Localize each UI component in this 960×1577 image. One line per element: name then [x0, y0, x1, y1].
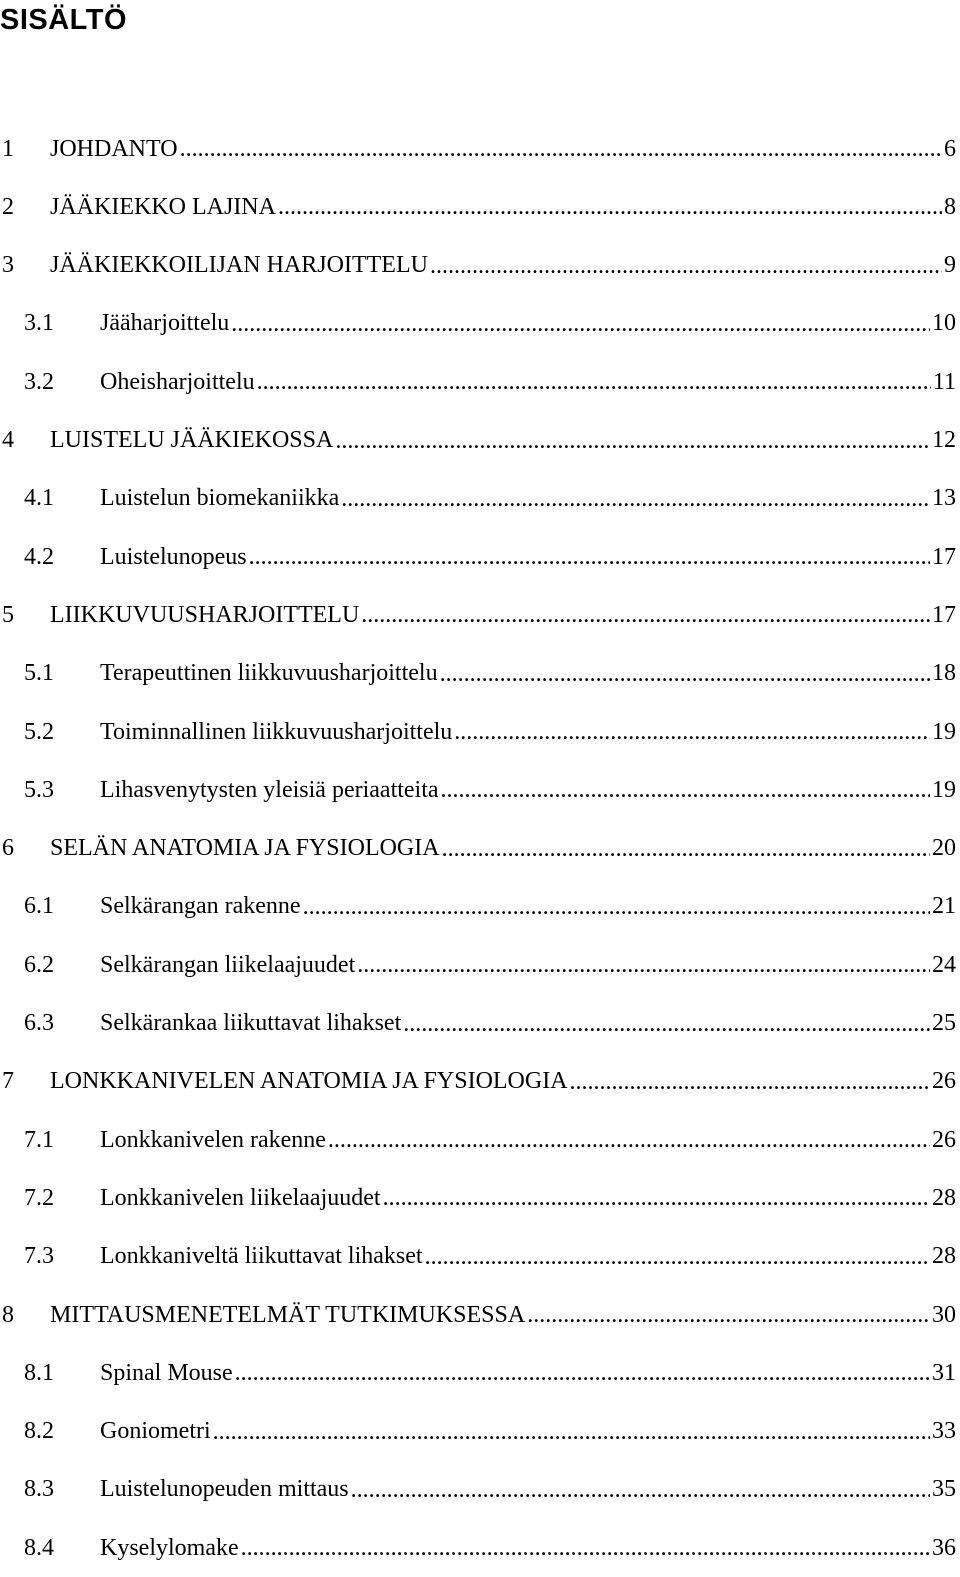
toc-entry-page-number: 19	[932, 718, 956, 745]
toc-dot-leader	[303, 895, 930, 919]
toc-entry-title: Spinal Mouse	[100, 1359, 233, 1386]
toc-entry[interactable]	[0, 761, 956, 819]
toc-entry[interactable]	[0, 1403, 956, 1461]
toc-entry-title: Jääharjoittelu	[100, 310, 230, 337]
toc-entry-page-number: 28	[932, 1184, 956, 1211]
toc-entry-page-number: 28	[932, 1243, 956, 1270]
toc-entry[interactable]	[0, 353, 956, 411]
toc-dot-leader	[527, 1303, 930, 1327]
toc-entry-title: Goniometri	[100, 1418, 211, 1445]
toc-entry-title: Lonkkaniveltä liikuttavat lihakset	[100, 1243, 423, 1270]
toc-entry-title: Luistelunopeus	[100, 543, 247, 570]
toc-dot-leader	[570, 1070, 930, 1094]
toc-entry[interactable]	[0, 936, 956, 994]
toc-entry-number: 2	[2, 193, 14, 220]
toc-entry-number: 3.2	[24, 368, 54, 395]
toc-entry-page-number: 31	[932, 1359, 956, 1386]
toc-entry-page-number: 11	[932, 368, 956, 395]
toc-entry-page-number: 26	[932, 1126, 956, 1153]
toc-entry-number: 3.1	[24, 310, 54, 337]
toc-dot-leader	[341, 487, 930, 511]
toc-entry-number: 5.1	[24, 660, 54, 687]
toc-entry-page-number: 30	[932, 1301, 956, 1328]
toc-entry-number: 6.1	[24, 893, 54, 920]
toc-dot-leader	[180, 137, 942, 161]
toc-entry[interactable]	[0, 237, 956, 295]
toc-entry-page-number: 12	[932, 427, 956, 453]
toc-entry-title: Luistelunopeuden mittaus	[100, 1476, 349, 1503]
toc-entry-title: Terapeuttinen liikkuvuusharjoittelu	[100, 660, 438, 687]
toc-entry-page-number: 6	[944, 135, 956, 162]
toc-entry-title: Lihasvenytysten yleisiä periaatteita	[100, 776, 439, 803]
toc-entry[interactable]	[0, 878, 956, 936]
toc-entry[interactable]	[0, 412, 956, 470]
toc-entry-page-number: 19	[932, 776, 956, 803]
toc-entry-number: 8.3	[24, 1476, 54, 1503]
toc-entry-title: Selkärangan rakenne	[100, 893, 301, 920]
toc-entry-title: JOHDANTO	[50, 135, 178, 162]
toc-entry[interactable]	[0, 120, 956, 178]
toc-dot-leader	[213, 1420, 930, 1444]
toc-entry-number: 6	[2, 835, 14, 862]
toc-entry[interactable]	[0, 1519, 956, 1577]
toc-entry-page-number: 17	[932, 601, 956, 628]
toc-dot-leader	[351, 1478, 930, 1502]
toc-entry[interactable]	[0, 178, 956, 236]
toc-dot-leader	[235, 1361, 930, 1385]
toc-dot-leader	[361, 603, 930, 627]
toc-entry-number: 8.2	[24, 1418, 54, 1445]
toc-entry-title: SELÄN ANATOMIA JA FYSIOLOGIA	[50, 835, 440, 862]
toc-entry[interactable]	[0, 470, 956, 528]
toc-entry-title: Selkärankaa liikuttavat lihakset	[100, 1010, 402, 1036]
toc-entry[interactable]	[0, 528, 956, 586]
toc-entry-title: MITTAUSMENETELMÄT TUTKIMUKSESSA	[50, 1301, 526, 1328]
toc-entry-page-number: 35	[932, 1476, 956, 1503]
toc-entry-page-number: 10	[932, 310, 956, 337]
toc-entry-number: 5.2	[24, 718, 54, 745]
toc-entry-title: Luistelun biomekaniikka	[100, 485, 340, 512]
toc-dot-leader	[335, 429, 930, 453]
toc-entry-number: 4.2	[24, 543, 54, 570]
toc-entry-number: 6.3	[24, 1010, 54, 1036]
toc-dot-leader	[231, 312, 930, 336]
toc-entry-page-number: 18	[932, 660, 956, 687]
toc-entry[interactable]	[0, 703, 956, 761]
toc-entry-page-number: 33	[932, 1418, 956, 1445]
toc-entry-title: JÄÄKIEKKOILIJAN HARJOITTELU	[50, 252, 428, 279]
toc-entry-number: 4	[2, 427, 14, 453]
toc-dot-leader	[430, 254, 942, 278]
toc-entry[interactable]	[0, 995, 956, 1053]
toc-entry-page-number: 8	[944, 193, 956, 220]
toc-dot-leader	[278, 195, 942, 219]
toc-entry-title: Lonkkanivelen liikelaajuudet	[100, 1184, 381, 1211]
toc-entry-number: 6.2	[24, 951, 54, 978]
toc-dot-leader	[357, 953, 930, 977]
toc-entry-page-number: 36	[932, 1534, 956, 1561]
toc-entry-number: 5.3	[24, 776, 54, 803]
toc-dot-leader	[403, 1012, 930, 1036]
toc-entry-number: 7.3	[24, 1243, 54, 1270]
toc-entry-number: 8.4	[24, 1534, 54, 1561]
toc-dot-leader	[383, 1186, 930, 1210]
toc-entry[interactable]	[0, 1169, 956, 1227]
toc-entry-number: 8.1	[24, 1359, 54, 1386]
toc-entry[interactable]	[0, 1228, 956, 1286]
toc-entry-number: 3	[2, 252, 14, 279]
toc-entry[interactable]	[0, 1344, 956, 1402]
toc-entry-page-number: 17	[932, 543, 956, 570]
toc-entry[interactable]	[0, 1111, 956, 1169]
toc-entry-page-number: 13	[932, 485, 956, 512]
toc-entry-number: 7	[2, 1068, 14, 1095]
toc-entry-title: Lonkkanivelen rakenne	[100, 1126, 326, 1153]
toc-entry-page-number: 21	[932, 893, 956, 920]
toc-entry[interactable]	[0, 1461, 956, 1519]
toc-entry-title: Toiminnallinen liikkuvuusharjoittelu	[100, 718, 453, 745]
toc-entry[interactable]	[0, 586, 956, 644]
toc-entry-title: LUISTELU JÄÄKIEKOSSA	[50, 427, 334, 453]
toc-entry[interactable]	[0, 1053, 956, 1111]
toc-entry[interactable]	[0, 1286, 956, 1344]
toc-entry-page-number: 20	[932, 835, 956, 862]
toc-entry-number: 1	[2, 135, 14, 162]
toc-dot-leader	[454, 720, 930, 744]
toc-entry-number: 4.1	[24, 485, 54, 512]
toc-entry-title: Oheisharjoittelu	[100, 368, 255, 395]
toc-entry-page-number: 9	[944, 252, 956, 279]
toc-entry-number: 8	[2, 1301, 14, 1328]
toc-dot-leader	[257, 370, 931, 394]
toc-entry-title: Selkärangan liikelaajuudet	[100, 951, 356, 978]
toc-dot-leader	[328, 1128, 930, 1152]
toc-entry-page-number: 24	[932, 951, 956, 978]
toc-dot-leader	[441, 778, 930, 802]
toc-dot-leader	[440, 662, 930, 686]
toc-dot-leader	[425, 1245, 930, 1269]
toc-entry[interactable]	[0, 820, 956, 878]
toc-entry-number: 5	[2, 601, 14, 628]
toc-entry-number: 7.2	[24, 1184, 54, 1211]
toc-entry-page-number: 25	[932, 1010, 956, 1036]
toc-dot-leader	[249, 545, 930, 569]
toc-dot-leader	[442, 837, 930, 861]
toc-entry[interactable]	[0, 645, 956, 703]
toc-dot-leader	[241, 1536, 930, 1560]
page-title: SISÄLTÖ	[0, 4, 128, 36]
toc-entry-title: JÄÄKIEKKO LAJINA	[50, 193, 276, 220]
toc-entry[interactable]	[0, 295, 956, 353]
toc-entry-title: Kyselylomake	[100, 1534, 239, 1561]
toc-entry-title: LONKKANIVELEN ANATOMIA JA FYSIOLOGIA	[50, 1068, 568, 1095]
toc-entry-page-number: 26	[932, 1068, 956, 1095]
toc-entry-title: LIIKKUVUUSHARJOITTELU	[50, 601, 360, 628]
toc-entry-number: 7.1	[24, 1126, 54, 1153]
